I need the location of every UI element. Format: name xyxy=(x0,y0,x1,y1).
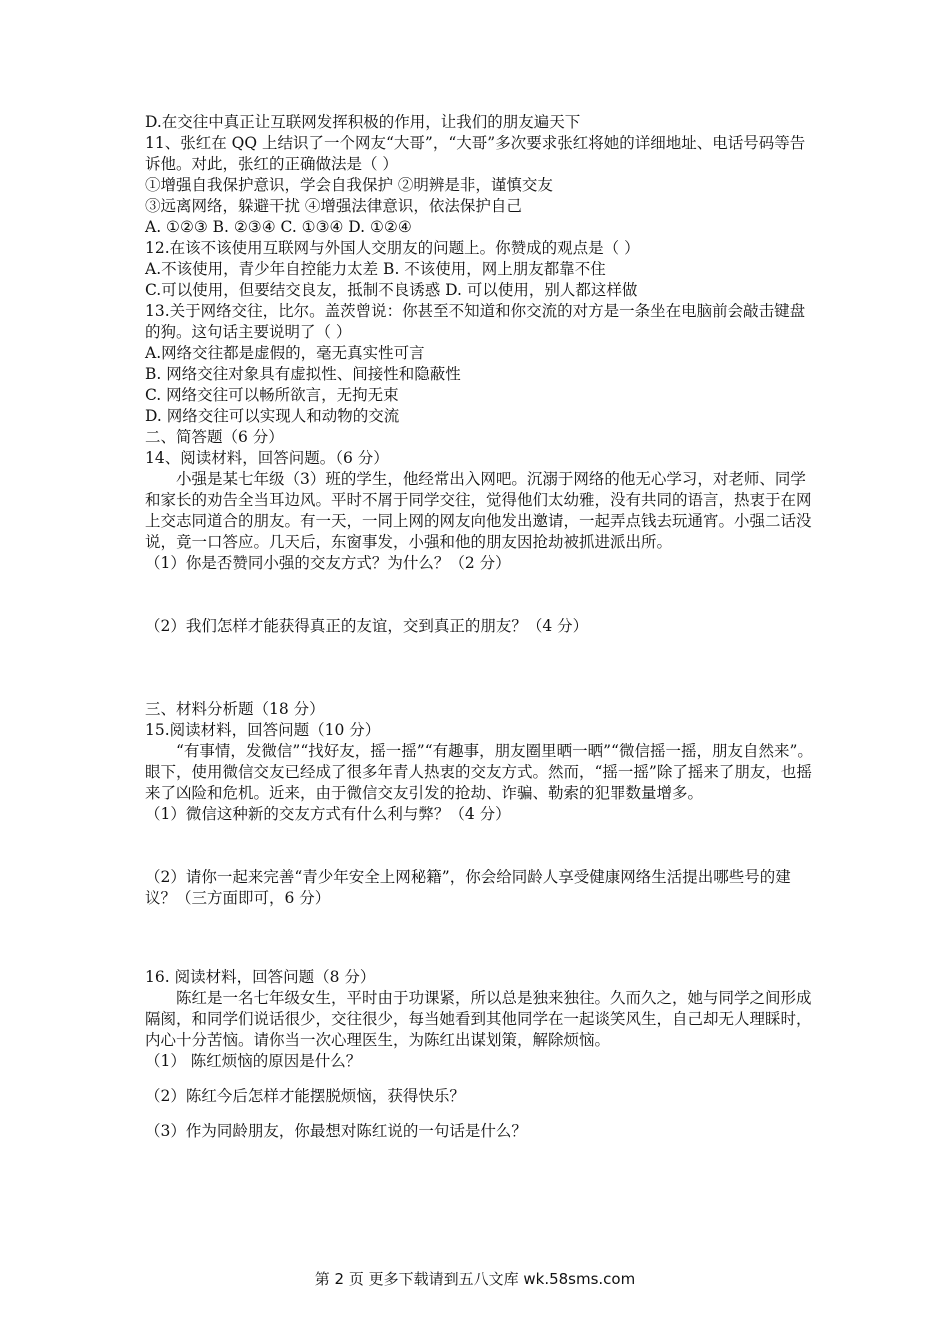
q15-material: “有事情，发微信”“找好友，摇一摇”“有趣事，朋友圈里晒一晒”“微信摇一摇，朋友自然来”。眼下，使用微信交友已经成了很多年青人热衷的交友方式。然而，“摇一摇”除了摇来了朋友，也摇来了凶险和危机。近来，由于微信交友引发的抢劫、诈骗、勒索的犯罪数量增多。 xyxy=(145,742,813,802)
q15-stem: 15.阅读材料，回答问题（10 分） xyxy=(145,721,381,739)
q16-sub1: （1） 陈红烦恼的原因是什么？ xyxy=(145,1052,362,1070)
q16-sub3: （3）作为同龄朋友，你最想对陈红说的一句话是什么？ xyxy=(145,1122,527,1140)
q11-items-3-4: ③远离网络，躲避干扰 ④增强法律意识，依法保护自己 xyxy=(145,197,522,215)
q12-choices-cd: C.可以使用，但要结交良友，抵制不良诱惑 D. 可以使用，别人都这样做 xyxy=(145,281,638,299)
q13-option-b: B. 网络交往对象具有虚拟性、间接性和隐蔽性 xyxy=(145,365,461,383)
q15-sub2: （2）请你一起来完善“青少年安全上网秘籍”，你会给同龄人享受健康网络生活提出哪些号的建议？（三方面即可，6 分） xyxy=(145,868,791,907)
q16-stem: 16. 阅读材料，回答问题（8 分） xyxy=(145,968,376,986)
q13-stem: 13.关于网络交往，比尔。盖茨曾说：你甚至不知道和你交流的对方是一条坐在电脑前会敲击键盘的狗。这句话主要说明了（ ） xyxy=(145,302,806,341)
section3-heading: 三、材料分析题（18 分） xyxy=(145,700,325,718)
q14-sub2: （2）我们怎样才能获得真正的友谊，交到真正的朋友？（4 分） xyxy=(145,617,589,635)
q10-option-d: D.在交往中真正让互联网发挥积极的作用，让我们的朋友遍天下 xyxy=(145,113,581,131)
answer-space xyxy=(145,1107,820,1121)
page-footer: 第 2 页 更多下载请到五八文库 wk.58sms.com xyxy=(314,1270,636,1288)
q14-material: 小强是某七年级（3）班的学生，他经常出入网吧。沉溺于网络的他无心学习，对老师、同学和家长的劝告全当耳边风。平时不屑于同学交往，觉得他们太幼雅，没有共同的语言，热衷于在网上交志同道合的朋友。有一天，一同上网的网友向他发出邀请，一起弄点钱去玩通宵。小强二话没说，竟一口答应。几天后，东窗事发，小强和他的朋友因抢劫被抓进派出所。 xyxy=(145,470,812,551)
q12-choices-ab: A.不该使用，青少年自控能力太差 B. 不该使用，网上朋友都靠不住 xyxy=(145,260,606,278)
q11-items-1-2: ①增强自我保护意识，学会自我保护 ②明辨是非，谨慎交友 xyxy=(145,176,553,194)
section2-heading: 二、简答题（6 分） xyxy=(145,428,284,446)
answer-space xyxy=(145,909,820,967)
q14-sub1: （1）你是否赞同小强的交友方式？为什么？（2 分） xyxy=(145,554,511,572)
q16-sub2: （2）陈红今后怎样才能摆脱烦恼，获得快乐？ xyxy=(145,1087,465,1105)
q16-material: 陈红是一名七年级女生，平时由于功课紧，所以总是独来独往。久而久之，她与同学之间形成隔阂，和同学们说话很少，交往很少，每当她看到其他同学在一起谈笑风生，自己却无人理睬时，内心十分苦恼。请你当一次心理医生，为陈红出谋划策，解除烦恼。 xyxy=(145,989,812,1049)
document-body xyxy=(145,112,820,1142)
answer-space xyxy=(145,574,820,616)
answer-space xyxy=(145,1072,820,1086)
q12-stem: 12.在该不该使用互联网与外国人交朋友的问题上。你赞成的观点是（ ） xyxy=(145,239,640,257)
answer-space xyxy=(145,825,820,867)
answer-space xyxy=(145,637,820,699)
q11-choices: A. ①②③ B. ②③④ C. ①③④ D. ①②④ xyxy=(145,218,412,236)
q13-option-c: C. 网络交往可以畅所欲言，无拘无束 xyxy=(145,386,399,404)
q11-stem: 11、张红在 QQ 上结识了一个网友“大哥”，“大哥”多次要求张红将她的详细地址、电话号码等告诉他。对此，张红的正确做法是（ ） xyxy=(145,134,806,173)
q15-sub1: （1）微信这种新的交友方式有什么利与弊？（4 分） xyxy=(145,805,511,823)
q14-stem: 14、阅读材料，回答问题。（6 分） xyxy=(145,449,389,467)
q13-option-d: D. 网络交往可以实现人和动物的交流 xyxy=(145,407,400,425)
q13-option-a: A.网络交往都是虚假的，毫无真实性可言 xyxy=(145,344,425,362)
